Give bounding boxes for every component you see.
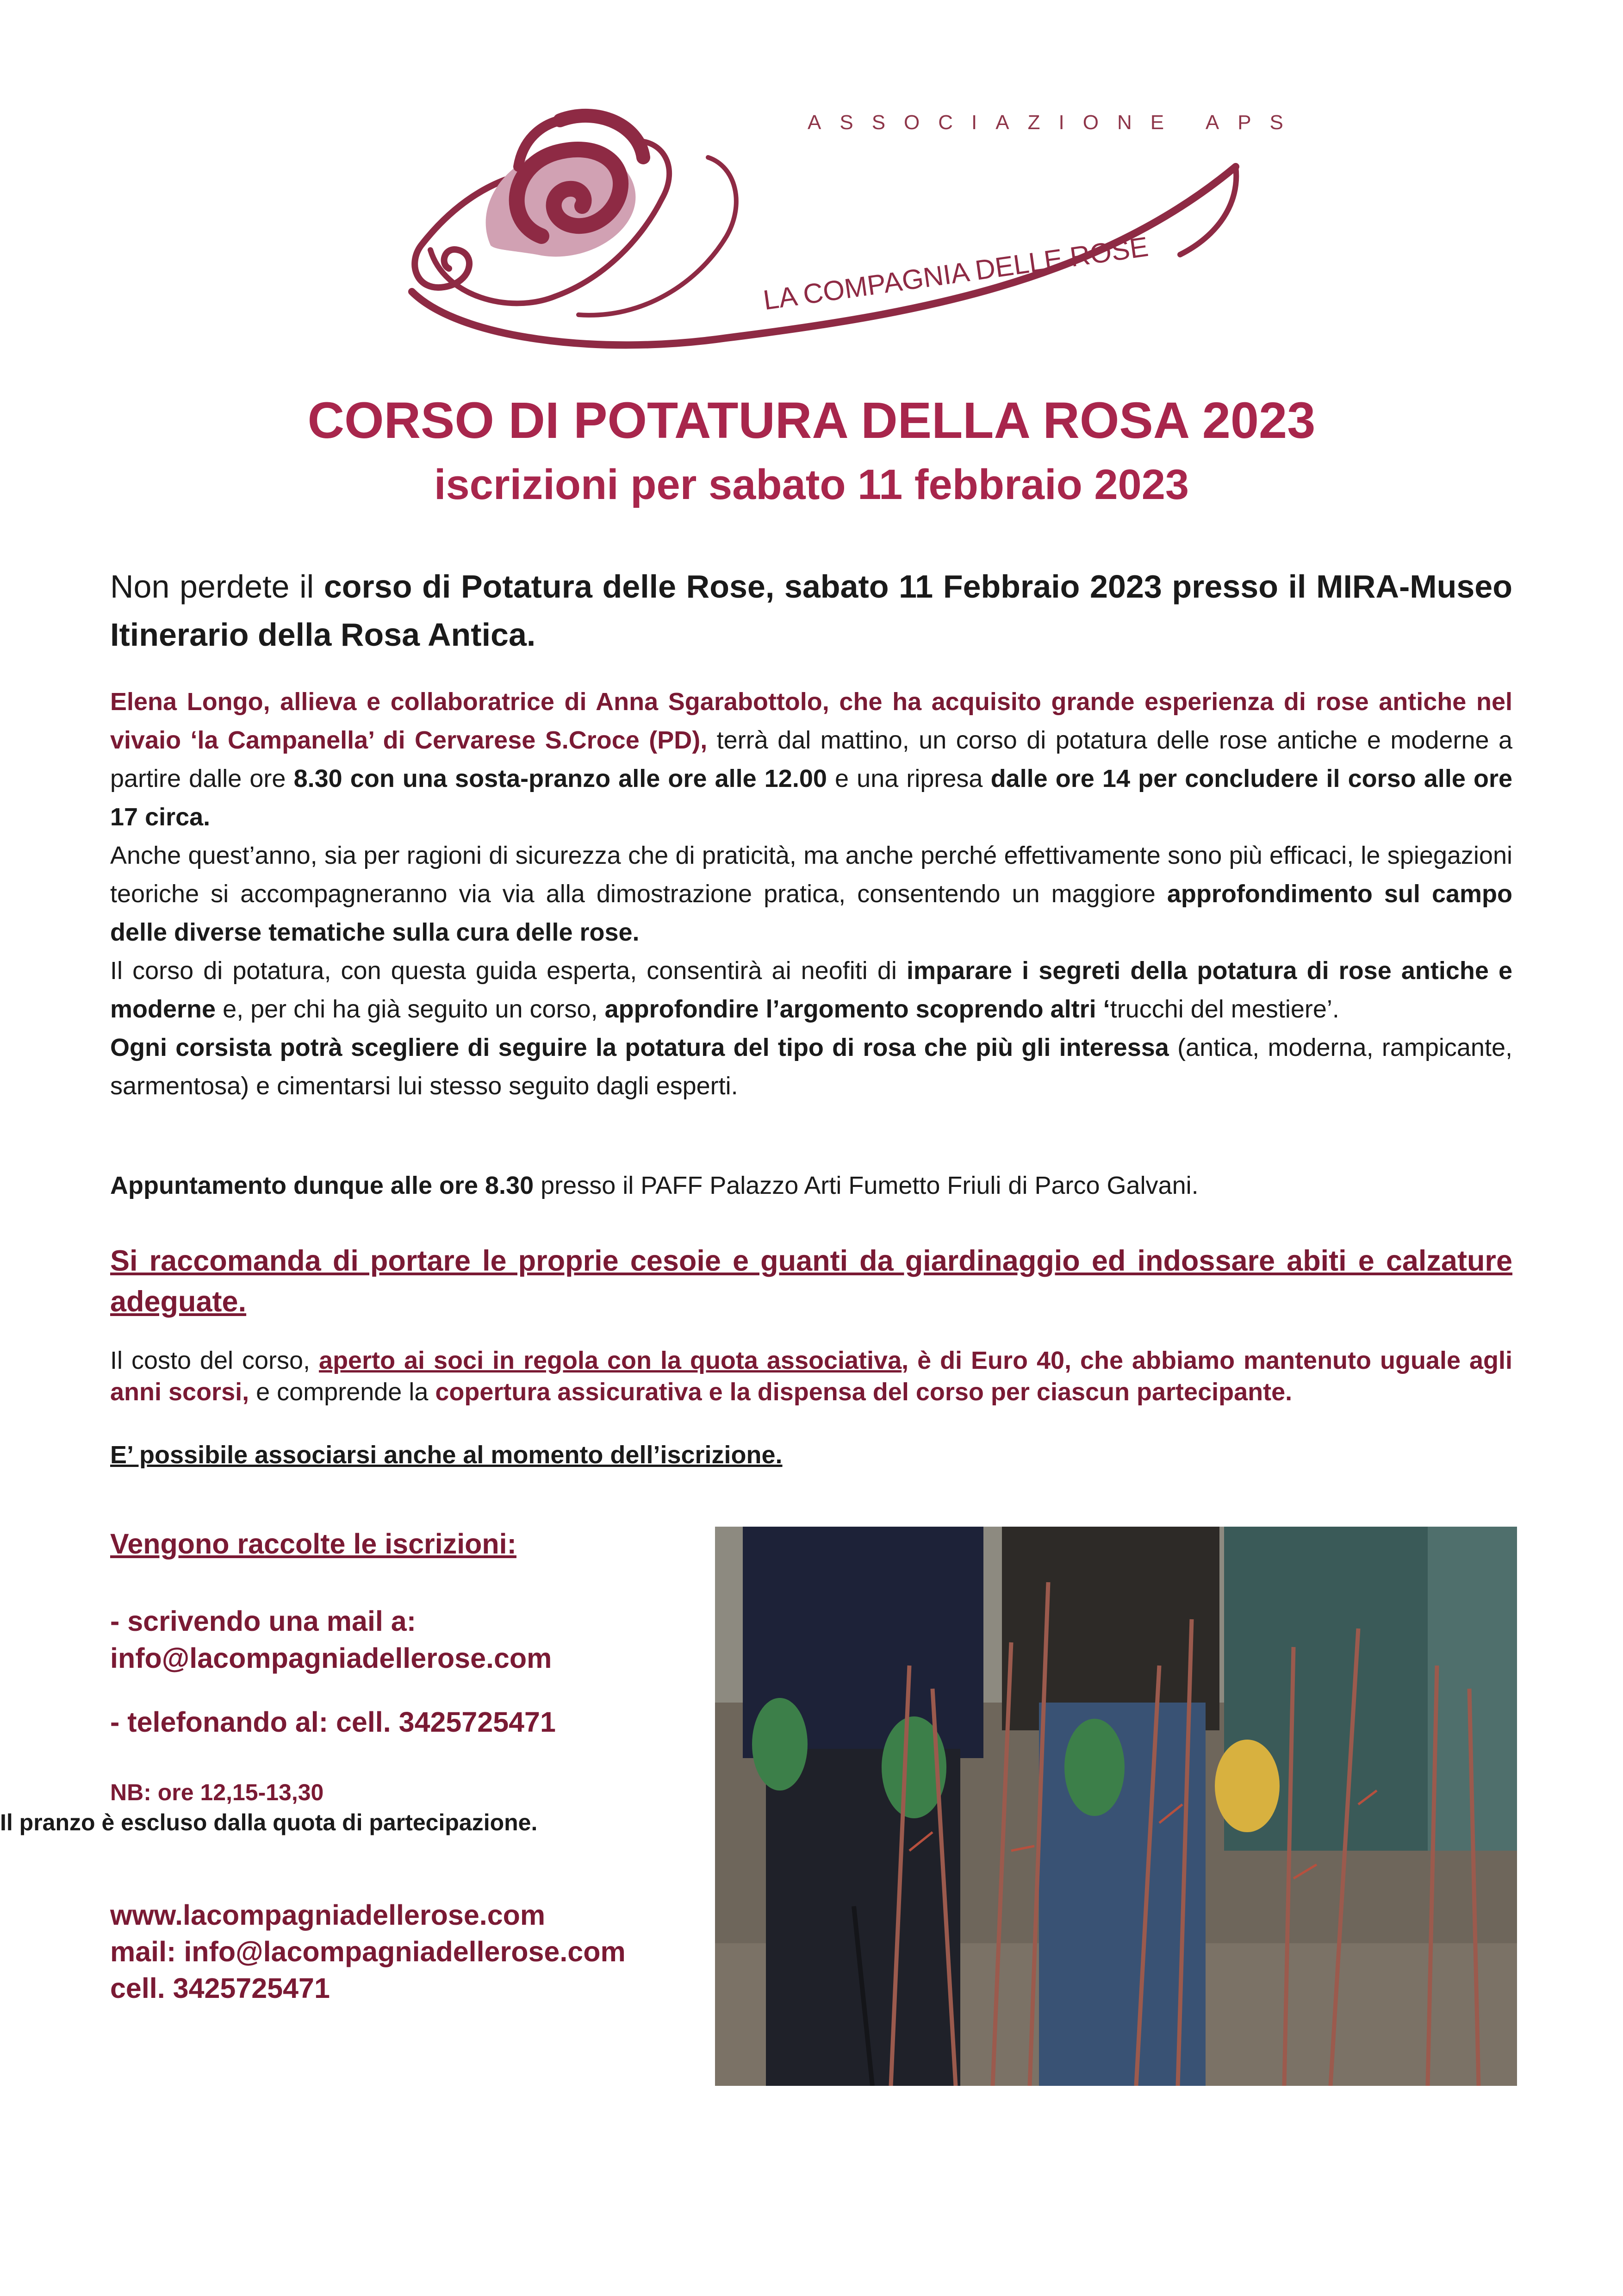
paragraph-highlight: Ogni corsista potrà scegliere di seguire la potatura del tipo di rosa che più gli interessa (110, 1034, 1169, 1061)
cost-info (110, 1345, 1512, 1408)
pruning-photo (715, 1527, 1517, 2086)
cost-includes: copertura assicurativa e la dispensa del corso per ciascun partecipante. (435, 1378, 1293, 1406)
registration-email (110, 1603, 698, 1677)
paragraph-teacher (110, 683, 1512, 836)
intro-paragraph (110, 562, 1512, 659)
teacher-info: Elena Longo, allieva e collaboratrice di Anna Sgarabottolo, che ha acquisito grande esperienza di rose antiche nel vivaio ‘la Campanella’ di Cervarese S.Croce (PD), (110, 688, 1512, 754)
association-logo (403, 97, 1259, 356)
paragraph-text: (antica, moderna, rampicante, sarmentosa) e cimentarsi lui stesso seguito dagli esperti. (110, 1034, 1512, 1100)
page-title: CORSO DI POTATURA DELLA ROSA 2023 (307, 392, 1316, 449)
paragraph-text: Anche quest’anno, sia per ragioni di sicurezza che di praticità, ma anche perché effettivamente sono più efficaci, le spiegazioni teoriche si accompagneranno via via alla dimostrazione pratica, consentendo un maggiore (110, 842, 1512, 908)
email-link[interactable]: info@lacompagniadellerose.com (110, 1642, 552, 1674)
paragraph-highlight: approfondimento sul campo delle diverse tematiche sulla cura delle rose. (110, 880, 1512, 946)
schedule-morning: 8.30 con una sosta-pranzo alle ore alle 12.00 (293, 765, 827, 792)
page-subtitle: iscrizioni per sabato 11 febbraio 2023 (434, 461, 1189, 508)
rose-swirl-icon (412, 116, 1236, 345)
course-description (110, 683, 1512, 1105)
appointment-time: Appuntamento dunque alle ore 8.30 (110, 1172, 534, 1199)
appointment-place: presso il PAFF Palazzo Arti Fumetto Friuli di Parco Galvani. (534, 1172, 1199, 1199)
lunch-note: Il pranzo è escluso dalla quota di partecipazione. (0, 1809, 538, 1835)
association-label: ASSOCIAZIONE APS (808, 111, 1302, 134)
schedule-afternoon: dalle ore 14 per concludere il corso alle ore 17 circa. (110, 765, 1513, 831)
paragraph-choice (110, 1029, 1512, 1105)
registration-heading: Vengono raccolte le iscrizioni: (110, 1528, 516, 1560)
paragraph-goals (110, 952, 1512, 1029)
paragraph-text: e, per chi ha già seguito un corso, (216, 995, 605, 1023)
paragraph-highlight: imparare i segreti della potatura di rose antiche e moderne (110, 957, 1512, 1023)
cost-text: e comprende la (249, 1378, 435, 1406)
paragraph-method (110, 836, 1512, 952)
logo-name: LA COMPAGNIA DELLE ROSE (761, 231, 1150, 316)
lunch-hours: NB: ore 12,15-13,30 (110, 1779, 324, 1805)
contact-email[interactable]: mail: info@lacompagniadellerose.com (110, 1936, 626, 1967)
paragraph-text: terrà dal mattino, un corso di potatura delle rose antiche e moderne a partire dalle ore (110, 726, 1512, 792)
contact-block (110, 1897, 698, 2007)
appointment-info (110, 1167, 1512, 1205)
paragraph-text: trucchi del mestiere’. (1110, 995, 1339, 1023)
email-label: - scrivendo una mail a: (110, 1605, 417, 1637)
website-link[interactable]: www.lacompagniadellerose.com (110, 1899, 546, 1931)
cost-text: Il costo del corso, (110, 1347, 319, 1374)
intro-highlight: corso di Potatura delle Rose, sabato 11 Febbraio 2023 presso il MIRA-Museo Itinerario della Rosa Antica. (110, 568, 1512, 653)
paragraph-text: e una ripresa (827, 765, 991, 792)
contact-phone[interactable]: cell. 3425725471 (110, 1972, 330, 2004)
paragraph-highlight: approfondire l’argomento scoprendo altri ‘ (604, 995, 1110, 1023)
cost-amount: , è di Euro 40, che abbiamo mantenuto uguale agli anni scorsi, (110, 1347, 1512, 1406)
recommendation-note: Si raccomanda di portare le proprie cesoie e guanti da giardinaggio ed indossare abiti e calzature adeguate. (110, 1245, 1512, 1318)
registration-phone[interactable]: - telefonando al: cell. 3425725471 (110, 1706, 556, 1738)
intro-text: Non perdete il (110, 568, 324, 605)
paragraph-text: Il corso di potatura, con questa guida esperta, consentirà ai neofiti di (110, 957, 907, 985)
members-only-link[interactable]: aperto ai soci in regola con la quota associativa (319, 1347, 902, 1374)
membership-note: E’ possibile associarsi anche al momento dell’iscrizione. (110, 1441, 783, 1469)
